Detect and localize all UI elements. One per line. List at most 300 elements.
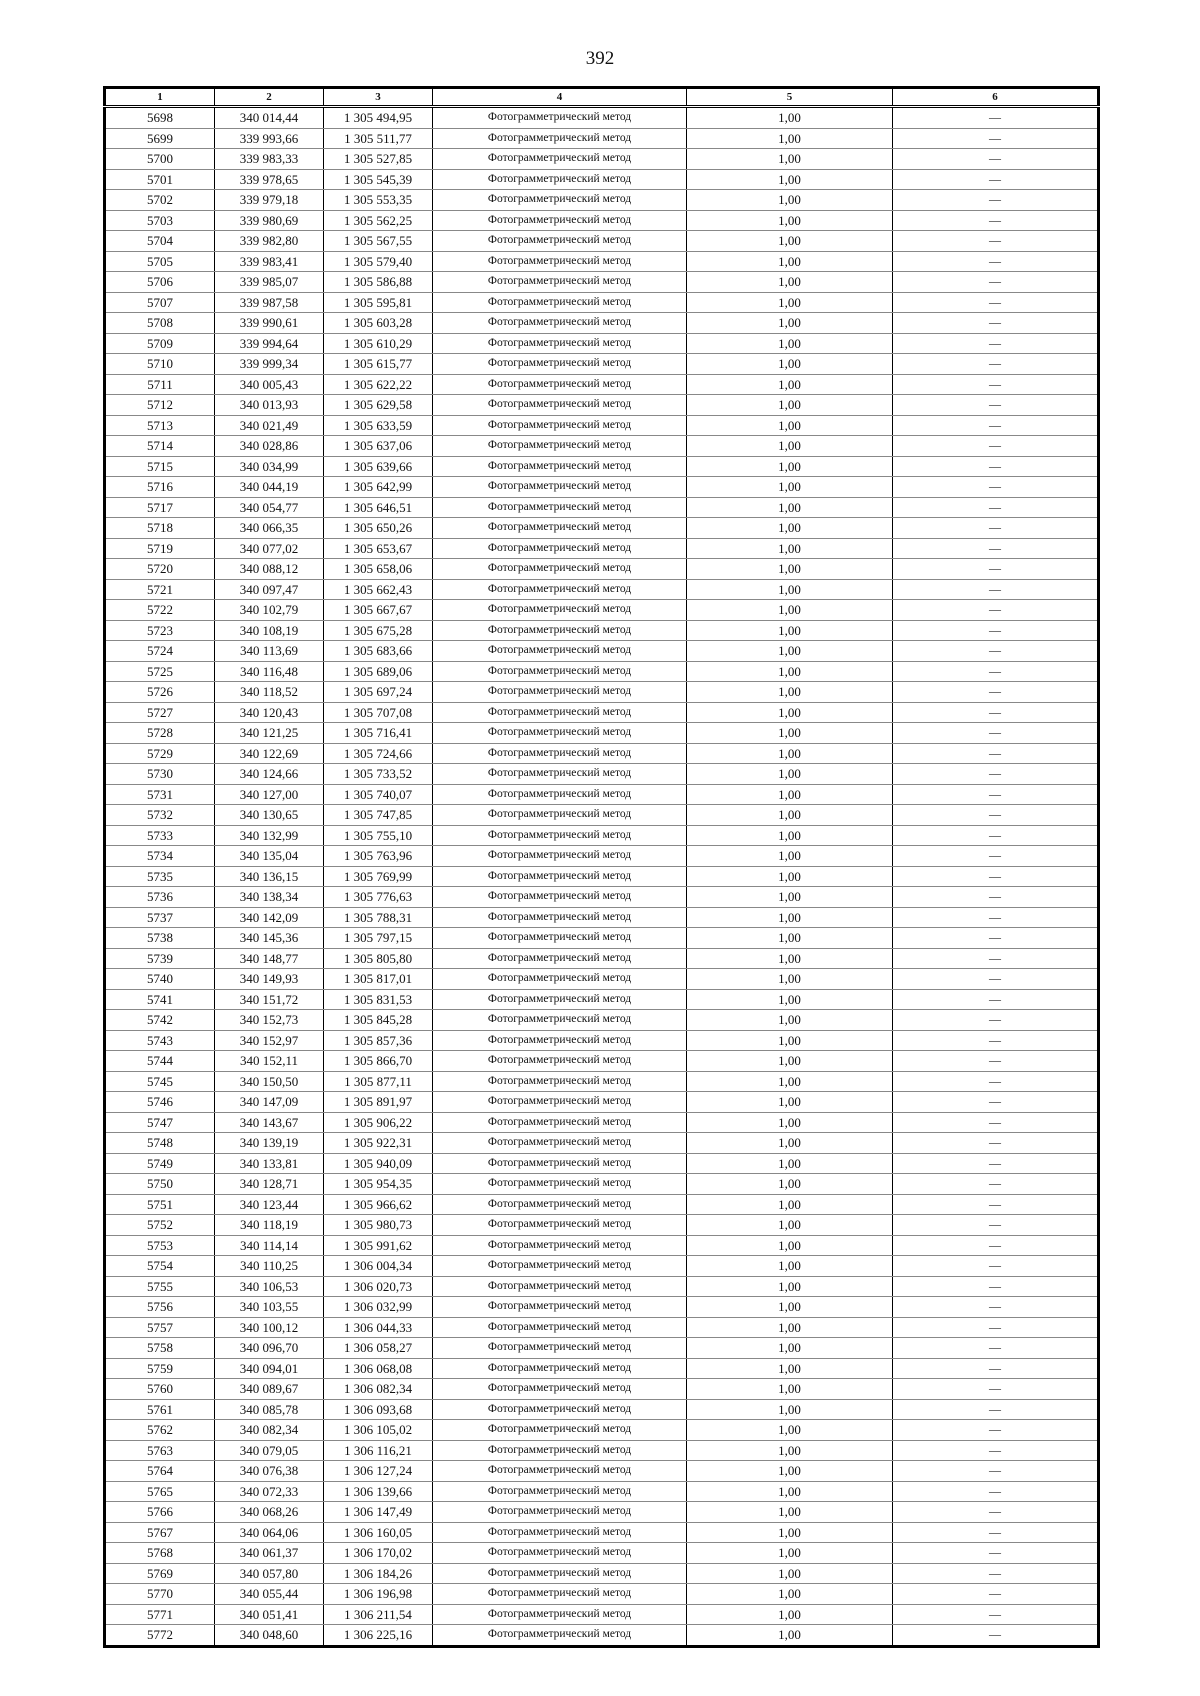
- y-coordinate-cell: 1 306 139,66: [324, 1481, 433, 1502]
- point-number-cell: 5707: [105, 292, 215, 313]
- table-row: [105, 743, 1099, 764]
- point-number-cell: 5738: [105, 928, 215, 949]
- y-coordinate-cell: 1 305 707,08: [324, 702, 433, 723]
- page-number: 392: [585, 48, 615, 69]
- x-coordinate-cell: 340 116,48: [215, 661, 324, 682]
- y-coordinate-cell: 1 305 675,28: [324, 620, 433, 641]
- x-coordinate-cell: 340 124,66: [215, 764, 324, 785]
- table-row: [105, 1522, 1099, 1543]
- x-coordinate-cell: 340 113,69: [215, 641, 324, 662]
- x-coordinate-cell: 340 145,36: [215, 928, 324, 949]
- accuracy-cell: 1,00: [687, 1379, 893, 1400]
- accuracy-cell: 1,00: [687, 1338, 893, 1359]
- table-row: [105, 948, 1099, 969]
- x-coordinate-cell: 340 089,67: [215, 1379, 324, 1400]
- x-coordinate-cell: 340 085,78: [215, 1399, 324, 1420]
- point-number-cell: 5717: [105, 497, 215, 518]
- method-cell: Фотограмметрический метод: [433, 661, 687, 682]
- method-cell: Фотограмметрический метод: [433, 948, 687, 969]
- table-row: [105, 1092, 1099, 1113]
- point-number-cell: 5765: [105, 1481, 215, 1502]
- table-row: [105, 1030, 1099, 1051]
- y-coordinate-cell: 1 305 940,09: [324, 1153, 433, 1174]
- method-cell: Фотограмметрический метод: [433, 272, 687, 293]
- x-coordinate-cell: 340 064,06: [215, 1522, 324, 1543]
- accuracy-cell: 1,00: [687, 1563, 893, 1584]
- accuracy-cell: 1,00: [687, 846, 893, 867]
- description-cell: —: [893, 1461, 1099, 1482]
- accuracy-cell: 1,00: [687, 538, 893, 559]
- table-row: [105, 702, 1099, 723]
- method-cell: Фотограмметрический метод: [433, 477, 687, 498]
- description-cell: —: [893, 1358, 1099, 1379]
- y-coordinate-cell: 1 306 032,99: [324, 1297, 433, 1318]
- x-coordinate-cell: 340 088,12: [215, 559, 324, 580]
- accuracy-cell: 1,00: [687, 251, 893, 272]
- method-cell: Фотограмметрический метод: [433, 825, 687, 846]
- accuracy-cell: 1,00: [687, 1358, 893, 1379]
- method-cell: Фотограмметрический метод: [433, 456, 687, 477]
- table-row: [105, 415, 1099, 436]
- description-cell: —: [893, 1276, 1099, 1297]
- x-coordinate-cell: 340 048,60: [215, 1625, 324, 1647]
- y-coordinate-cell: 1 305 527,85: [324, 149, 433, 170]
- description-cell: —: [893, 1235, 1099, 1256]
- x-coordinate-cell: 339 983,33: [215, 149, 324, 170]
- accuracy-cell: 1,00: [687, 231, 893, 252]
- method-cell: Фотограмметрический метод: [433, 1071, 687, 1092]
- table-row: [105, 559, 1099, 580]
- accuracy-cell: 1,00: [687, 518, 893, 539]
- accuracy-cell: 1,00: [687, 1092, 893, 1113]
- description-cell: —: [893, 825, 1099, 846]
- point-number-cell: 5758: [105, 1338, 215, 1359]
- table-row: [105, 210, 1099, 231]
- accuracy-cell: 1,00: [687, 1030, 893, 1051]
- method-cell: Фотограмметрический метод: [433, 190, 687, 211]
- method-cell: Фотограмметрический метод: [433, 1317, 687, 1338]
- accuracy-cell: 1,00: [687, 477, 893, 498]
- table-row: [105, 149, 1099, 170]
- accuracy-cell: 1,00: [687, 682, 893, 703]
- table-row: [105, 1502, 1099, 1523]
- description-cell: —: [893, 784, 1099, 805]
- description-cell: —: [893, 251, 1099, 272]
- x-coordinate-cell: 340 021,49: [215, 415, 324, 436]
- x-coordinate-cell: 340 152,73: [215, 1010, 324, 1031]
- method-cell: Фотограмметрический метод: [433, 1522, 687, 1543]
- method-cell: Фотограмметрический метод: [433, 1481, 687, 1502]
- method-cell: Фотограмметрический метод: [433, 620, 687, 641]
- description-cell: —: [893, 128, 1099, 149]
- method-cell: Фотограмметрический метод: [433, 764, 687, 785]
- point-number-cell: 5705: [105, 251, 215, 272]
- y-coordinate-cell: 1 305 639,66: [324, 456, 433, 477]
- point-number-cell: 5722: [105, 600, 215, 621]
- method-cell: Фотограмметрический метод: [433, 497, 687, 518]
- table-row: [105, 231, 1099, 252]
- method-cell: Фотограмметрический метод: [433, 887, 687, 908]
- point-number-cell: 5772: [105, 1625, 215, 1647]
- accuracy-cell: 1,00: [687, 1071, 893, 1092]
- x-coordinate-cell: 340 118,19: [215, 1215, 324, 1236]
- accuracy-cell: 1,00: [687, 149, 893, 170]
- point-number-cell: 5760: [105, 1379, 215, 1400]
- table-row: [105, 436, 1099, 457]
- point-number-cell: 5710: [105, 354, 215, 375]
- description-cell: —: [893, 1297, 1099, 1318]
- accuracy-cell: 1,00: [687, 272, 893, 293]
- method-cell: Фотограмметрический метод: [433, 579, 687, 600]
- method-cell: Фотограмметрический метод: [433, 907, 687, 928]
- x-coordinate-cell: 340 110,25: [215, 1256, 324, 1277]
- y-coordinate-cell: 1 305 642,99: [324, 477, 433, 498]
- y-coordinate-cell: 1 306 160,05: [324, 1522, 433, 1543]
- point-number-cell: 5757: [105, 1317, 215, 1338]
- y-coordinate-cell: 1 305 633,59: [324, 415, 433, 436]
- method-cell: Фотограмметрический метод: [433, 292, 687, 313]
- accuracy-cell: 1,00: [687, 395, 893, 416]
- y-coordinate-cell: 1 305 805,80: [324, 948, 433, 969]
- x-coordinate-cell: 340 147,09: [215, 1092, 324, 1113]
- description-cell: —: [893, 1420, 1099, 1441]
- table-row: [105, 333, 1099, 354]
- method-cell: Фотограмметрический метод: [433, 969, 687, 990]
- point-number-cell: 5715: [105, 456, 215, 477]
- point-number-cell: 5745: [105, 1071, 215, 1092]
- method-cell: Фотограмметрический метод: [433, 1092, 687, 1113]
- description-cell: —: [893, 1030, 1099, 1051]
- y-coordinate-cell: 1 305 650,26: [324, 518, 433, 539]
- x-coordinate-cell: 339 990,61: [215, 313, 324, 334]
- table-row: [105, 1399, 1099, 1420]
- accuracy-cell: 1,00: [687, 1194, 893, 1215]
- accuracy-cell: 1,00: [687, 1440, 893, 1461]
- method-cell: Фотограмметрический метод: [433, 1379, 687, 1400]
- method-cell: Фотограмметрический метод: [433, 1440, 687, 1461]
- description-cell: —: [893, 866, 1099, 887]
- table-row: [105, 395, 1099, 416]
- table-row: [105, 456, 1099, 477]
- table-row: [105, 313, 1099, 334]
- point-number-cell: 5744: [105, 1051, 215, 1072]
- point-number-cell: 5762: [105, 1420, 215, 1441]
- method-cell: Фотограмметрический метод: [433, 641, 687, 662]
- table-row: [105, 1297, 1099, 1318]
- table-row: [105, 128, 1099, 149]
- accuracy-cell: 1,00: [687, 1153, 893, 1174]
- y-coordinate-cell: 1 306 116,21: [324, 1440, 433, 1461]
- description-cell: —: [893, 620, 1099, 641]
- x-coordinate-cell: 339 980,69: [215, 210, 324, 231]
- table-row: [105, 1379, 1099, 1400]
- description-cell: —: [893, 456, 1099, 477]
- y-coordinate-cell: 1 305 788,31: [324, 907, 433, 928]
- column-header-4: 4: [433, 88, 687, 107]
- y-coordinate-cell: 1 306 184,26: [324, 1563, 433, 1584]
- table-row: [105, 1358, 1099, 1379]
- y-coordinate-cell: 1 305 653,67: [324, 538, 433, 559]
- description-cell: —: [893, 272, 1099, 293]
- description-cell: —: [893, 1604, 1099, 1625]
- point-number-cell: 5739: [105, 948, 215, 969]
- description-cell: —: [893, 1051, 1099, 1072]
- coordinates-table: [103, 86, 1100, 1648]
- y-coordinate-cell: 1 305 747,85: [324, 805, 433, 826]
- x-coordinate-cell: 340 097,47: [215, 579, 324, 600]
- y-coordinate-cell: 1 305 697,24: [324, 682, 433, 703]
- point-number-cell: 5720: [105, 559, 215, 580]
- x-coordinate-cell: 340 106,53: [215, 1276, 324, 1297]
- y-coordinate-cell: 1 305 662,43: [324, 579, 433, 600]
- accuracy-cell: 1,00: [687, 825, 893, 846]
- y-coordinate-cell: 1 305 683,66: [324, 641, 433, 662]
- y-coordinate-cell: 1 306 082,34: [324, 1379, 433, 1400]
- accuracy-cell: 1,00: [687, 333, 893, 354]
- method-cell: Фотограмметрический метод: [433, 928, 687, 949]
- x-coordinate-cell: 340 148,77: [215, 948, 324, 969]
- x-coordinate-cell: 340 103,55: [215, 1297, 324, 1318]
- description-cell: —: [893, 1215, 1099, 1236]
- accuracy-cell: 1,00: [687, 1317, 893, 1338]
- description-cell: —: [893, 969, 1099, 990]
- description-cell: —: [893, 415, 1099, 436]
- x-coordinate-cell: 340 005,43: [215, 374, 324, 395]
- x-coordinate-cell: 340 120,43: [215, 702, 324, 723]
- point-number-cell: 5731: [105, 784, 215, 805]
- point-number-cell: 5699: [105, 128, 215, 149]
- table-row: [105, 272, 1099, 293]
- point-number-cell: 5736: [105, 887, 215, 908]
- description-cell: —: [893, 743, 1099, 764]
- method-cell: Фотограмметрический метод: [433, 415, 687, 436]
- accuracy-cell: 1,00: [687, 497, 893, 518]
- table-row: [105, 620, 1099, 641]
- x-coordinate-cell: 340 135,04: [215, 846, 324, 867]
- description-cell: —: [893, 1625, 1099, 1647]
- accuracy-cell: 1,00: [687, 1420, 893, 1441]
- x-coordinate-cell: 340 034,99: [215, 456, 324, 477]
- method-cell: Фотограмметрический метод: [433, 805, 687, 826]
- accuracy-cell: 1,00: [687, 1256, 893, 1277]
- x-coordinate-cell: 340 132,99: [215, 825, 324, 846]
- description-cell: —: [893, 210, 1099, 231]
- accuracy-cell: 1,00: [687, 620, 893, 641]
- description-cell: —: [893, 887, 1099, 908]
- x-coordinate-cell: 340 100,12: [215, 1317, 324, 1338]
- point-number-cell: 5723: [105, 620, 215, 641]
- table-row: [105, 1481, 1099, 1502]
- method-cell: Фотограмметрический метод: [433, 1133, 687, 1154]
- y-coordinate-cell: 1 306 093,68: [324, 1399, 433, 1420]
- x-coordinate-cell: 340 082,34: [215, 1420, 324, 1441]
- x-coordinate-cell: 340 138,34: [215, 887, 324, 908]
- accuracy-cell: 1,00: [687, 661, 893, 682]
- table-row: [105, 1440, 1099, 1461]
- point-number-cell: 5737: [105, 907, 215, 928]
- y-coordinate-cell: 1 305 511,77: [324, 128, 433, 149]
- point-number-cell: 5730: [105, 764, 215, 785]
- method-cell: Фотограмметрический метод: [433, 1174, 687, 1195]
- x-coordinate-cell: 340 054,77: [215, 497, 324, 518]
- point-number-cell: 5750: [105, 1174, 215, 1195]
- method-cell: Фотограмметрический метод: [433, 251, 687, 272]
- table-row: [105, 600, 1099, 621]
- table-row: [105, 661, 1099, 682]
- description-cell: —: [893, 538, 1099, 559]
- accuracy-cell: 1,00: [687, 866, 893, 887]
- point-number-cell: 5770: [105, 1584, 215, 1605]
- method-cell: Фотограмметрический метод: [433, 1051, 687, 1072]
- accuracy-cell: 1,00: [687, 723, 893, 744]
- method-cell: Фотограмметрический метод: [433, 1256, 687, 1277]
- description-cell: —: [893, 600, 1099, 621]
- description-cell: —: [893, 1584, 1099, 1605]
- point-number-cell: 5752: [105, 1215, 215, 1236]
- y-coordinate-cell: 1 306 004,34: [324, 1256, 433, 1277]
- method-cell: Фотограмметрический метод: [433, 702, 687, 723]
- y-coordinate-cell: 1 305 562,25: [324, 210, 433, 231]
- accuracy-cell: 1,00: [687, 107, 893, 129]
- description-cell: —: [893, 805, 1099, 826]
- y-coordinate-cell: 1 306 058,27: [324, 1338, 433, 1359]
- accuracy-cell: 1,00: [687, 1461, 893, 1482]
- table-row: [105, 866, 1099, 887]
- x-coordinate-cell: 340 096,70: [215, 1338, 324, 1359]
- description-cell: —: [893, 1092, 1099, 1113]
- description-cell: —: [893, 723, 1099, 744]
- x-coordinate-cell: 340 152,11: [215, 1051, 324, 1072]
- x-coordinate-cell: 340 068,26: [215, 1502, 324, 1523]
- y-coordinate-cell: 1 306 105,02: [324, 1420, 433, 1441]
- point-number-cell: 5761: [105, 1399, 215, 1420]
- description-cell: —: [893, 1522, 1099, 1543]
- description-cell: —: [893, 395, 1099, 416]
- point-number-cell: 5743: [105, 1030, 215, 1051]
- description-cell: —: [893, 169, 1099, 190]
- point-number-cell: 5741: [105, 989, 215, 1010]
- table-row: [105, 251, 1099, 272]
- point-number-cell: 5755: [105, 1276, 215, 1297]
- point-number-cell: 5732: [105, 805, 215, 826]
- description-cell: —: [893, 313, 1099, 334]
- description-cell: —: [893, 1256, 1099, 1277]
- y-coordinate-cell: 1 305 845,28: [324, 1010, 433, 1031]
- description-cell: —: [893, 989, 1099, 1010]
- table-row: [105, 497, 1099, 518]
- y-coordinate-cell: 1 305 891,97: [324, 1092, 433, 1113]
- method-cell: Фотограмметрический метод: [433, 1563, 687, 1584]
- x-coordinate-cell: 339 979,18: [215, 190, 324, 211]
- table-row: [105, 1420, 1099, 1441]
- y-coordinate-cell: 1 305 776,63: [324, 887, 433, 908]
- accuracy-cell: 1,00: [687, 948, 893, 969]
- column-header-2: 2: [215, 88, 324, 107]
- accuracy-cell: 1,00: [687, 190, 893, 211]
- x-coordinate-cell: 340 139,19: [215, 1133, 324, 1154]
- method-cell: Фотограмметрический метод: [433, 1543, 687, 1564]
- table-row: [105, 1153, 1099, 1174]
- table-body: [105, 107, 1099, 1647]
- description-cell: —: [893, 1481, 1099, 1502]
- description-cell: —: [893, 1194, 1099, 1215]
- y-coordinate-cell: 1 306 225,16: [324, 1625, 433, 1647]
- x-coordinate-cell: 340 152,97: [215, 1030, 324, 1051]
- x-coordinate-cell: 340 066,35: [215, 518, 324, 539]
- accuracy-cell: 1,00: [687, 1625, 893, 1647]
- point-number-cell: 5733: [105, 825, 215, 846]
- y-coordinate-cell: 1 305 797,15: [324, 928, 433, 949]
- table-row: [105, 107, 1099, 129]
- y-coordinate-cell: 1 305 966,62: [324, 1194, 433, 1215]
- description-cell: —: [893, 1133, 1099, 1154]
- method-cell: Фотограмметрический метод: [433, 231, 687, 252]
- y-coordinate-cell: 1 305 922,31: [324, 1133, 433, 1154]
- point-number-cell: 5703: [105, 210, 215, 231]
- point-number-cell: 5712: [105, 395, 215, 416]
- column-header-3: 3: [324, 88, 433, 107]
- x-coordinate-cell: 340 130,65: [215, 805, 324, 826]
- point-number-cell: 5754: [105, 1256, 215, 1277]
- y-coordinate-cell: 1 305 689,06: [324, 661, 433, 682]
- x-coordinate-cell: 339 983,41: [215, 251, 324, 272]
- point-number-cell: 5764: [105, 1461, 215, 1482]
- point-number-cell: 5766: [105, 1502, 215, 1523]
- description-cell: —: [893, 1112, 1099, 1133]
- x-coordinate-cell: 340 133,81: [215, 1153, 324, 1174]
- x-coordinate-cell: 340 121,25: [215, 723, 324, 744]
- accuracy-cell: 1,00: [687, 600, 893, 621]
- table-row: [105, 1461, 1099, 1482]
- accuracy-cell: 1,00: [687, 1604, 893, 1625]
- description-cell: —: [893, 1174, 1099, 1195]
- accuracy-cell: 1,00: [687, 559, 893, 580]
- x-coordinate-cell: 340 143,67: [215, 1112, 324, 1133]
- table-row: [105, 190, 1099, 211]
- point-number-cell: 5771: [105, 1604, 215, 1625]
- method-cell: Фотограмметрический метод: [433, 1297, 687, 1318]
- description-cell: —: [893, 231, 1099, 252]
- method-cell: Фотограмметрический метод: [433, 1276, 687, 1297]
- y-coordinate-cell: 1 305 866,70: [324, 1051, 433, 1072]
- accuracy-cell: 1,00: [687, 1276, 893, 1297]
- y-coordinate-cell: 1 306 020,73: [324, 1276, 433, 1297]
- table-row: [105, 1276, 1099, 1297]
- point-number-cell: 5740: [105, 969, 215, 990]
- point-number-cell: 5767: [105, 1522, 215, 1543]
- column-header-5: 5: [687, 88, 893, 107]
- method-cell: Фотограмметрический метод: [433, 210, 687, 231]
- point-number-cell: 5742: [105, 1010, 215, 1031]
- method-cell: Фотограмметрический метод: [433, 538, 687, 559]
- y-coordinate-cell: 1 305 980,73: [324, 1215, 433, 1236]
- method-cell: Фотограмметрический метод: [433, 682, 687, 703]
- accuracy-cell: 1,00: [687, 1051, 893, 1072]
- y-coordinate-cell: 1 305 716,41: [324, 723, 433, 744]
- method-cell: Фотограмметрический метод: [433, 1420, 687, 1441]
- y-coordinate-cell: 1 305 817,01: [324, 969, 433, 990]
- x-coordinate-cell: 340 079,05: [215, 1440, 324, 1461]
- method-cell: Фотограмметрический метод: [433, 149, 687, 170]
- table-row: [105, 1563, 1099, 1584]
- point-number-cell: 5698: [105, 107, 215, 129]
- table-row: [105, 1112, 1099, 1133]
- accuracy-cell: 1,00: [687, 928, 893, 949]
- y-coordinate-cell: 1 305 658,06: [324, 559, 433, 580]
- x-coordinate-cell: 340 077,02: [215, 538, 324, 559]
- table-row: [105, 682, 1099, 703]
- y-coordinate-cell: 1 305 667,67: [324, 600, 433, 621]
